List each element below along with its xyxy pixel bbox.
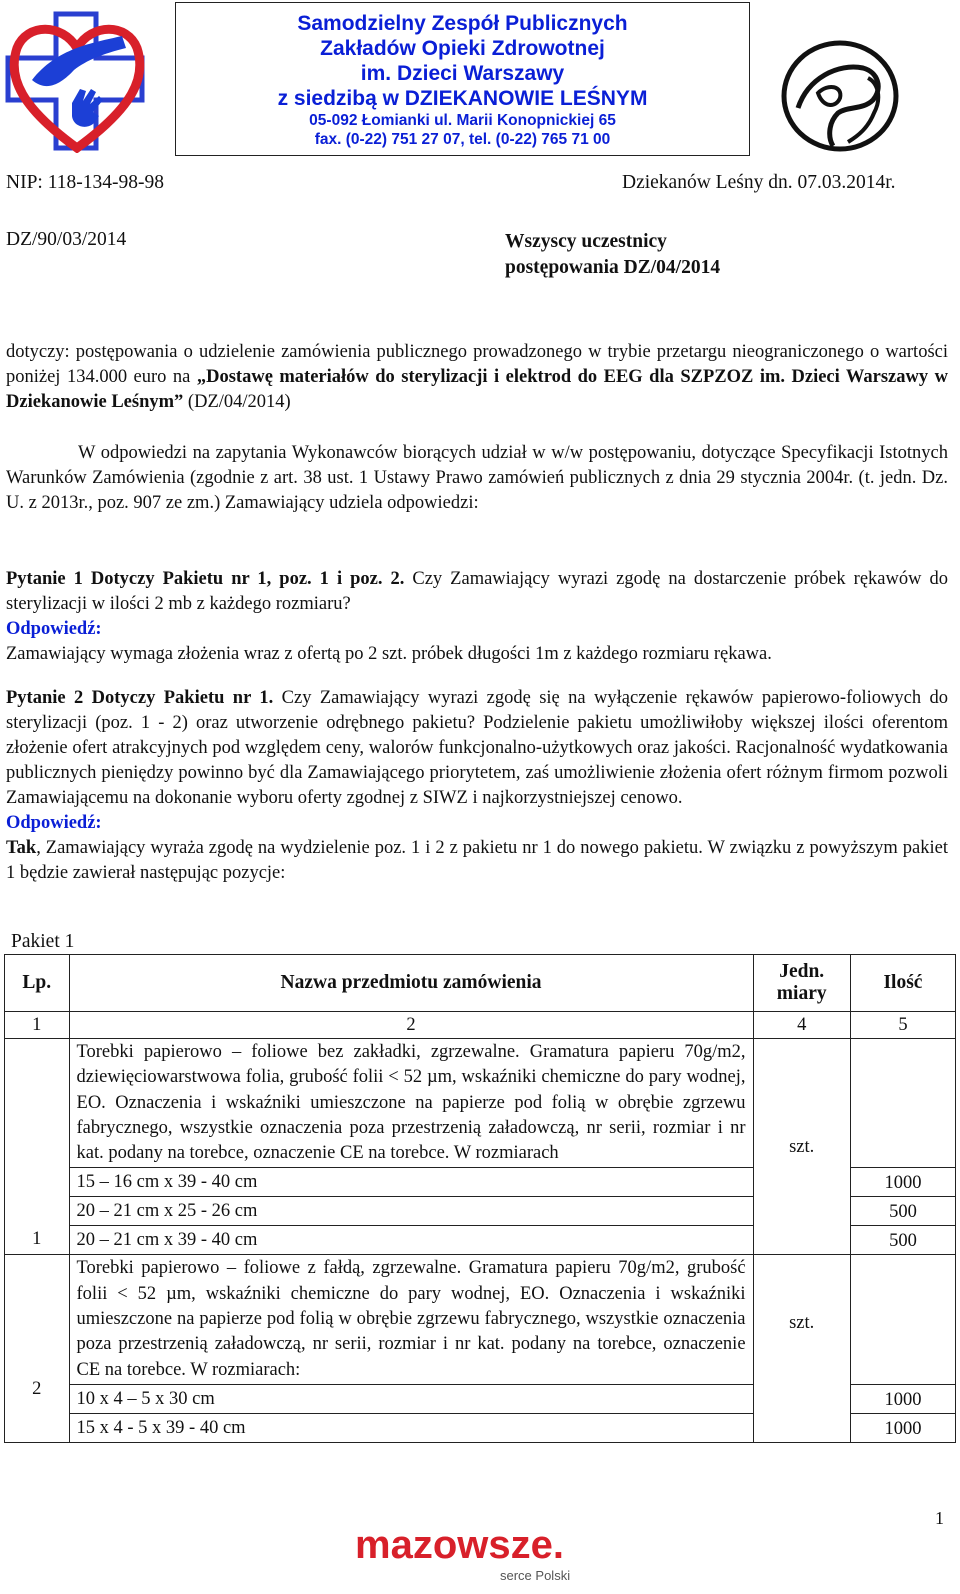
logo-wordmark: mazowsze. [355,1523,564,1567]
size-qty: 500 [850,1197,955,1226]
size-qty: 1000 [850,1384,955,1413]
empty-cell [850,1255,955,1384]
table-header-row [5,955,956,1012]
institution-header [175,2,750,156]
col-header-name: Nazwa przedmiotu zamówienia [69,955,753,1012]
logo-tagline: serce Polski [500,1568,571,1583]
row-description: Torebki papierowo – foliowe bez zakładki, zgrzewalne. Gramatura papieru 70g/m2, dziewięciowarstwowa folia, grubość folii < 52 µm, wskaźniki chemiczne do pary wodnej, EO. Oznaczenia i wskaźniki umieszczone na papierze pod folią w obrębie zgrzewu fabrycznego, wszystkie oznaczenia poza przestrzenią załadowczą, nr serii, rozmiar i nr kat. podany na torebce, oznaczenie CE na torebce. W rozmiarach [69,1039,753,1168]
question-1-text: Czy Zamawiający wyrazi zgodę na dostarczenie próbek rękawów do sterylizacji w ilości 2 mb z każdego rozmiaru? [6,569,948,614]
addressee [505,229,720,281]
subject-title: „Dostawę materiałów do sterylizacji i elektrod do EEG dla SZPZOZ im. Dzieci Warszawy w Dziekanowie Leśnym” [6,367,948,412]
row-unit: szt. [753,1039,850,1255]
col-header-unit: Jedn. miary [753,955,850,1012]
hospital-logo [2,8,152,153]
org-name-line: z siedzibą w DZIEKANOWIE LEŚNYM [277,87,648,110]
col-number: 4 [753,1012,850,1039]
mazowsze-logo [355,1518,590,1588]
package-table [4,954,956,1443]
size-label: 10 x 4 – 5 x 30 cm [69,1384,753,1413]
subject-intro: dotyczy: postępowania o udzielenie zamówienia publicznego prowadzonego w trybie przetargu nieograniczonego o wartości poniżej 134.000 euro na [6,342,948,387]
question-2 [6,686,948,886]
col-header-lp: Lp. [5,955,70,1012]
question-1-label: Pytanie 1 Dotyczy Pakietu nr 1, poz. 1 i poz. 2. [6,569,405,589]
document-date: Dziekanów Leśny dn. 07.03.2014r. [622,172,896,193]
reference-number: DZ/90/03/2014 [6,229,127,250]
col-number: 2 [69,1012,753,1039]
answer-2-label: Odpowiedź: [6,813,102,833]
seal-logo [778,38,902,154]
subject-end: (DZ/04/2014) [183,392,291,412]
question-2-text: Czy Zamawiający wyrazi zgodę się na wyłączenie rękawów papierowo-foliowych do sterylizacji (poz. 1 - 2) oraz utworzenie odrębnego pakietu? Podzielenie pakietu umożliwiłoby większej ilości oferentom złożenie ofert atrakcyjnych pod względem ceny, walorów funkcjonalno-użytkowych oraz jakości. Racjonalność wydatkowania publicznych pieniędzy powinno być dla Zamawiającego priorytetem, zaś umożliwienie złożenia ofert różnym firmom pozwoli Zamawiającemu na dokonanie wyboru oferty zgodnej z SIWZ i najkorzystniejszej cenowo. [6,688,948,808]
row-lp: 2 [5,1255,70,1442]
table-row [5,1255,956,1384]
intro-text: W odpowiedzi na zapytania Wykonawców biorących udział w w/w postępowaniu, dotyczące Specyfikacji Istotnych Warunków Zamówienia (zgodnie z art. 38 ust. 1 Ustawy Prawo zamówień publicznych z dnia 29 stycznia 2004r. (t. jedn. Dz. U. z 2013r., poz. 907 ze zm.) Zamawiający udziela odpowiedzi: [6,443,948,513]
empty-cell [850,1039,955,1168]
size-label: 15 – 16 cm x 39 - 40 cm [69,1168,753,1197]
org-name-line: im. Dzieci Warszawy [360,62,565,85]
question-2-label: Pytanie 2 Dotyczy Pakietu nr 1. [6,688,274,708]
answer-1-label: Odpowiedź: [6,619,102,639]
answer-2-text: , Zamawiający wyraża zgodę na wydzielenie poz. 1 i 2 z pakietu nr 1 do nowego pakietu. W związku z powyższym pakiet 1 będzie zawierał następując pozycje: [6,838,948,883]
org-phone: fax. (0-22) 751 27 07, tel. (0-22) 765 71 00 [314,131,611,148]
org-address: 05-092 Łomianki ul. Marii Konopnickiej 65 [309,112,616,129]
size-label: 20 – 21 cm x 39 - 40 cm [69,1226,753,1255]
size-label: 20 – 21 cm x 25 - 26 cm [69,1197,753,1226]
table-row [5,1039,956,1168]
size-qty: 1000 [850,1168,955,1197]
col-header-qty: Ilość [850,955,955,1012]
answer-1-text: Zamawiający wymaga złożenia wraz z ofertą po 2 szt. próbek długości 1m z każdego rozmiaru rękawa. [6,644,772,664]
question-1 [6,567,948,667]
col-number: 1 [5,1012,70,1039]
addressee-line: Wszyscy uczestnicy [505,231,667,252]
package-title: Pakiet 1 [11,931,75,952]
size-qty: 500 [850,1226,955,1255]
org-name-line: Samodzielny Zespół Publicznych [297,12,628,35]
row-unit: szt. [753,1255,850,1442]
answer-2-bold: Tak [6,838,37,858]
addressee-line: postępowania DZ/04/2014 [505,257,721,278]
column-numbers-row [5,1012,956,1039]
size-qty: 1000 [850,1413,955,1442]
page-number: 1 [935,1508,944,1528]
org-name-line: Zakładów Opieki Zdrowotnej [320,37,605,60]
row-lp: 1 [5,1039,70,1255]
subject-paragraph [6,340,948,415]
size-label: 15 x 4 - 5 x 39 - 40 cm [69,1413,753,1442]
intro-paragraph [6,441,948,516]
nip-number: NIP: 118-134-98-98 [6,172,164,193]
row-description: Torebki papierowo – foliowe z fałdą, zgrzewalne. Gramatura papieru 70g/m2, grubość folii < 52 µm, wskaźniki chemiczne do pary wodnej, EO. Oznaczenia i wskaźniki umieszczone na papierze pod folią w obrębie zgrzewu fabrycznego, wszystkie oznaczenia poza przestrzenią załadowczą, nr serii, rozmiar i nr kat. podany na torebce, oznaczenie CE na torebce. W rozmiarach: [69,1255,753,1384]
col-number: 5 [850,1012,955,1039]
